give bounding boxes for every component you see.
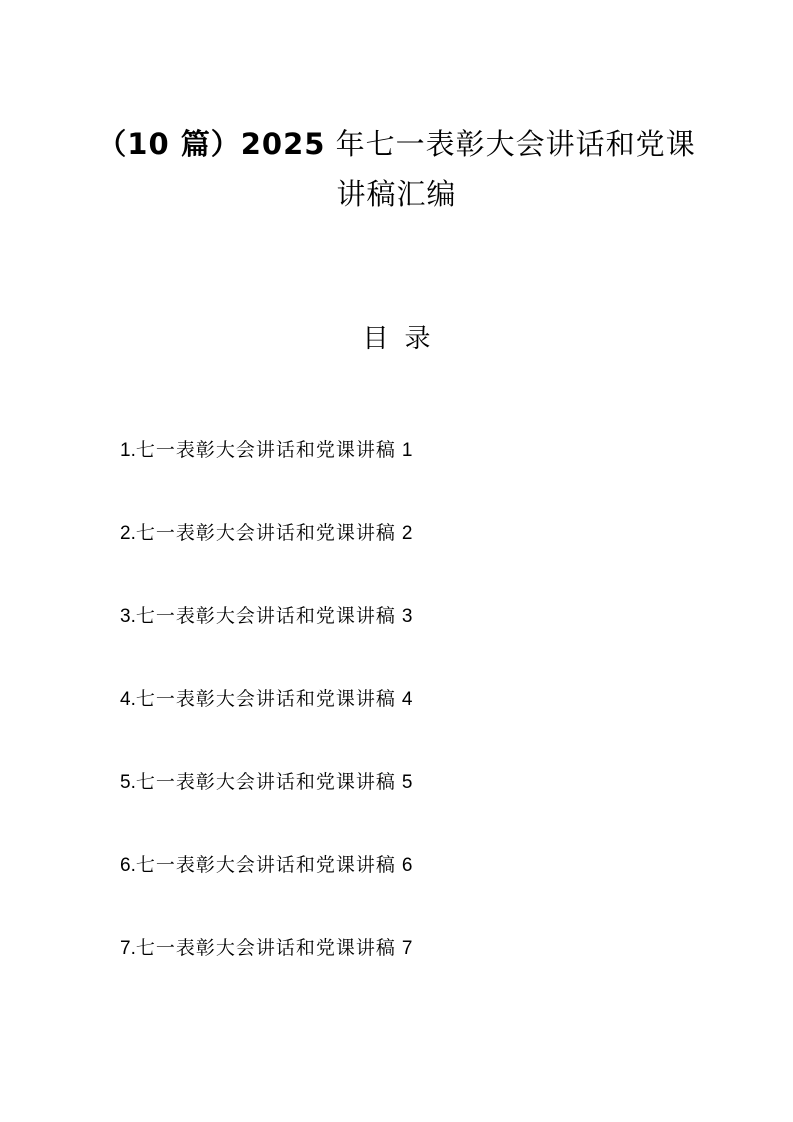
document-title-line-2: 讲稿汇编: [336, 177, 457, 211]
toc-item-number: 2.: [120, 523, 136, 544]
document-title-line-1: [0, 126, 793, 162]
toc-list: [120, 436, 412, 1017]
toc-item-title: 七一表彰大会讲话和党课讲稿: [135, 439, 396, 461]
toc-item-number: 5.: [120, 772, 136, 793]
toc-item-page: 6: [401, 855, 413, 876]
title-regular-part: 年七一表彰大会讲话和党课: [325, 127, 696, 161]
toc-item-page: 5: [401, 772, 413, 793]
toc-item[interactable]: [120, 934, 412, 1017]
toc-item-number: 1.: [120, 440, 136, 461]
toc-item-title: 七一表彰大会讲话和党课讲稿: [135, 688, 396, 710]
toc-item[interactable]: [120, 768, 412, 851]
toc-item[interactable]: [120, 851, 412, 934]
toc-item-number: 3.: [120, 606, 136, 627]
toc-item-title: 七一表彰大会讲话和党课讲稿: [135, 854, 396, 876]
toc-item-title: 七一表彰大会讲话和党课讲稿: [135, 605, 396, 627]
title-bold-part: （10 篇）2025: [97, 127, 326, 161]
toc-item[interactable]: [120, 602, 412, 685]
toc-heading: 目录: [362, 324, 447, 354]
toc-item-page: 4: [401, 689, 413, 710]
toc-item[interactable]: [120, 436, 412, 519]
toc-item-page: 7: [401, 938, 413, 959]
toc-item-page: 3: [401, 606, 413, 627]
toc-item-number: 6.: [120, 855, 136, 876]
toc-item-page: 2: [401, 523, 413, 544]
toc-item[interactable]: [120, 685, 412, 768]
toc-item-page: 1: [401, 440, 413, 461]
toc-item-number: 4.: [120, 689, 136, 710]
toc-item-title: 七一表彰大会讲话和党课讲稿: [135, 522, 396, 544]
toc-item-title: 七一表彰大会讲话和党课讲稿: [135, 771, 396, 793]
toc-item-number: 7.: [120, 938, 136, 959]
toc-item-title: 七一表彰大会讲话和党课讲稿: [135, 937, 396, 959]
toc-item[interactable]: [120, 519, 412, 602]
